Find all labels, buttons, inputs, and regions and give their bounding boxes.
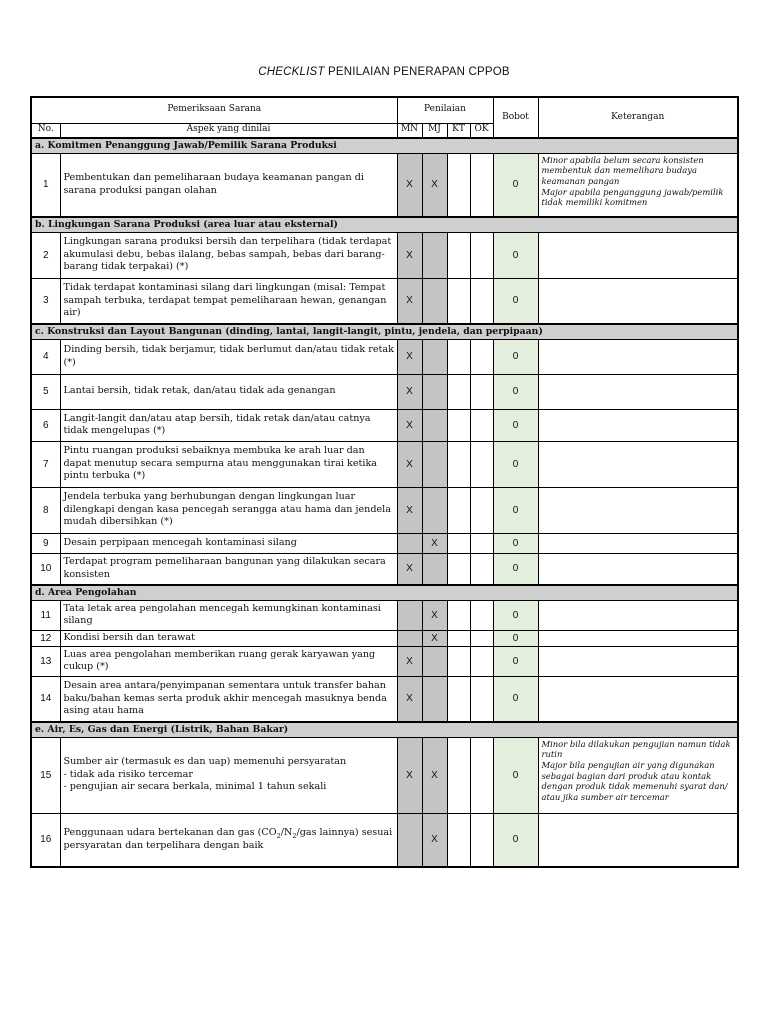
mark-mj (422, 409, 447, 441)
mark-ok (470, 533, 493, 553)
mark-kt (447, 533, 470, 553)
checklist-table (30, 96, 739, 868)
bobot-value: 0 (493, 813, 538, 867)
mark-mj: X (422, 533, 447, 553)
mark-kt (447, 153, 470, 217)
mark-mn (397, 630, 422, 646)
item-aspect (60, 600, 397, 630)
table-row (31, 600, 738, 630)
table-row (31, 533, 738, 553)
item-aspect-line: - tidak ada risiko tercemar (63, 768, 193, 780)
header-bobot: Bobot (493, 97, 538, 138)
section-row (31, 217, 738, 232)
header-mj: MJ (422, 123, 447, 138)
keterangan-cell (538, 813, 738, 867)
item-aspect (60, 630, 397, 646)
bobot-value: 0 (493, 232, 538, 278)
subscript: 2 (276, 831, 281, 840)
mark-kt (447, 646, 470, 676)
item-aspect-text: Desain perpipaan mencegah kontaminasi silang (63, 536, 297, 548)
item-number: 6 (31, 409, 60, 441)
mark-kt (447, 737, 470, 813)
table-row (31, 441, 738, 487)
mark-ok (470, 278, 493, 324)
mark-mj: X (422, 737, 447, 813)
page-title (0, 66, 768, 78)
mark-mn: X (397, 153, 422, 217)
mark-kt (447, 813, 470, 867)
keterangan-cell (538, 600, 738, 630)
item-aspect (60, 153, 397, 217)
title-rest: PENILAIAN PENERAPAN CPPOB (327, 66, 510, 78)
mark-mn: X (397, 278, 422, 324)
header-keterangan: Keterangan (538, 97, 738, 138)
item-aspect-text: Penggunaan udara bertekanan dan gas (CO (63, 826, 277, 838)
table-row (31, 487, 738, 533)
keterangan-note: Major apabila penganggung jawab/pemilik tidak memiliki komitmen (541, 186, 724, 208)
mark-kt (447, 600, 470, 630)
item-number: 1 (31, 153, 60, 217)
item-aspect-text: /gas lainnya) sesuai persyaratan dan terpelihara dengan baik (63, 826, 393, 852)
mark-kt (447, 232, 470, 278)
keterangan-cell (538, 232, 738, 278)
item-aspect (60, 278, 397, 324)
mark-ok (470, 232, 493, 278)
mark-kt (447, 409, 470, 441)
mark-mn: X (397, 339, 422, 374)
bobot-value: 0 (493, 646, 538, 676)
item-number: 12 (31, 630, 60, 646)
bobot-value: 0 (493, 737, 538, 813)
mark-ok (470, 409, 493, 441)
keterangan-cell (538, 553, 738, 585)
table-row (31, 153, 738, 217)
section-row (31, 138, 738, 153)
item-number: 4 (31, 339, 60, 374)
mark-kt (447, 374, 470, 409)
mark-ok (470, 676, 493, 722)
mark-kt (447, 441, 470, 487)
section-label: b. Lingkungan Sarana Produksi (area luar atau eksternal) (31, 217, 738, 232)
item-number: 3 (31, 278, 60, 324)
bobot-value: 0 (493, 153, 538, 217)
item-aspect-text: Tata letak area pengolahan mencegah kemungkinan kontaminasi silang (63, 602, 381, 626)
item-aspect (60, 676, 397, 722)
mark-mj: X (422, 630, 447, 646)
section-row (31, 585, 738, 600)
keterangan-cell (538, 487, 738, 533)
mark-kt (447, 630, 470, 646)
item-aspect (60, 487, 397, 533)
mark-mj (422, 339, 447, 374)
table-row (31, 813, 738, 867)
bobot-value: 0 (493, 533, 538, 553)
mark-mn: X (397, 487, 422, 533)
mark-mj: X (422, 813, 447, 867)
mark-mn: X (397, 374, 422, 409)
keterangan-cell (538, 339, 738, 374)
item-aspect (60, 533, 397, 553)
item-aspect-text: Luas area pengolahan memberikan ruang gerak karyawan yang cukup (*) (63, 648, 376, 672)
mark-kt (447, 487, 470, 533)
item-aspect (60, 813, 397, 867)
bobot-value: 0 (493, 278, 538, 324)
item-aspect-text: Pintu ruangan produksi sebaiknya membuka ke arah luar dan dapat menutup secara sempurna atau menggunakan tirai ketika pintu terbuka (*) (63, 445, 377, 482)
item-number: 16 (31, 813, 60, 867)
mark-mn: X (397, 553, 422, 585)
mark-mn (397, 813, 422, 867)
table-row (31, 676, 738, 722)
mark-mj (422, 646, 447, 676)
section-label: d. Area Pengolahan (31, 585, 738, 600)
table-row (31, 374, 738, 409)
item-aspect-line: Sumber air (termasuk es dan uap) memenuhi persyaratan (63, 756, 347, 768)
bobot-value: 0 (493, 600, 538, 630)
mark-mn (397, 600, 422, 630)
mark-ok (470, 630, 493, 646)
mark-mn: X (397, 232, 422, 278)
keterangan-cell (538, 374, 738, 409)
mark-mn: X (397, 646, 422, 676)
item-aspect (60, 232, 397, 278)
table-row (31, 339, 738, 374)
item-aspect-text: Desain area antara/penyimpanan sementara untuk transfer bahan baku/bahan kemas serta produk akhir mencegah masuknya benda asing atau hama (63, 680, 387, 716)
subscript: 2 (292, 831, 297, 840)
item-aspect-text: Kondisi bersih dan terawat (63, 631, 195, 643)
mark-ok (470, 441, 493, 487)
keterangan-cell (538, 441, 738, 487)
title-italic: CHECKLIST (258, 66, 325, 78)
bobot-value: 0 (493, 339, 538, 374)
keterangan-cell (538, 737, 738, 813)
mark-kt (447, 676, 470, 722)
item-aspect-text: Tidak terdapat kontaminasi silang dari lingkungan (misal: Tempat sampah terbuka, terdapat tempat pemeliharaan hewan, genangan air) (63, 282, 387, 318)
mark-mj (422, 441, 447, 487)
mark-mn: X (397, 737, 422, 813)
item-aspect-text: Pembentukan dan pemeliharaan budaya keamanan pangan di sarana produksi pangan olahan (63, 172, 364, 196)
item-number: 13 (31, 646, 60, 676)
item-aspect (60, 737, 397, 813)
table-row (31, 232, 738, 278)
item-aspect-text: /N (280, 826, 293, 838)
item-number: 14 (31, 676, 60, 722)
bobot-value: 0 (493, 487, 538, 533)
keterangan-cell (538, 153, 738, 217)
mark-ok (470, 487, 493, 533)
keterangan-cell (538, 630, 738, 646)
section-label: a. Komitmen Penanggung Jawab/Pemilik Sarana Produksi (31, 138, 738, 153)
section-label: e. Air, Es, Gas dan Energi (Listrik, Bahan Bakar) (31, 722, 738, 737)
keterangan-cell (538, 646, 738, 676)
header-kt: KT (447, 123, 470, 138)
item-aspect (60, 409, 397, 441)
header-pemeriksaan: Pemeriksaan Sarana (31, 97, 397, 123)
keterangan-note: Major bila pengujian air yang digunakan sebagai bagian dari produk atau kontak dengan produk tidak memenuhi syarat dan/ atau jika sumber air tercemar (541, 759, 728, 802)
bobot-value: 0 (493, 630, 538, 646)
item-aspect (60, 553, 397, 585)
item-aspect-line: - pengujian air secara berkala, minimal 1 tahun sekali (63, 781, 327, 793)
keterangan-note: Minor bila dilakukan pengujian namun tidak rutin (541, 738, 731, 760)
item-number: 11 (31, 600, 60, 630)
keterangan-cell (538, 533, 738, 553)
table-row (31, 409, 738, 441)
mark-kt (447, 278, 470, 324)
item-aspect-text: Langit-langit dan/atau atap bersih, tidak retak dan/atau catnya tidak mengelupas (*) (63, 412, 371, 436)
mark-mj (422, 676, 447, 722)
keterangan-cell (538, 409, 738, 441)
item-number: 15 (31, 737, 60, 813)
mark-ok (470, 646, 493, 676)
item-aspect-text: Lingkungan sarana produksi bersih dan terpelihara (tidak terdapat akumulasi debu, bebas ilalang, bebas sampah, bebas dari barang-barang tidak terpakai) (*) (63, 236, 392, 273)
header-mn: MN (397, 123, 422, 138)
header-penilaian: Penilaian (397, 97, 493, 123)
header-no: No. (31, 123, 60, 138)
mark-ok (470, 600, 493, 630)
mark-mn: X (397, 409, 422, 441)
mark-mj (422, 553, 447, 585)
item-number: 8 (31, 487, 60, 533)
mark-mj: X (422, 153, 447, 217)
mark-mn (397, 533, 422, 553)
item-aspect-text: Jendela terbuka yang berhubungan dengan lingkungan luar dilengkapi dengan kasa pencegah serangga atau hama dan jendela mudah dibersihkan (*) (63, 491, 391, 528)
header-ok: OK (470, 123, 493, 138)
bobot-value: 0 (493, 409, 538, 441)
section-row (31, 324, 738, 339)
item-aspect (60, 441, 397, 487)
item-number: 10 (31, 553, 60, 585)
table-row (31, 553, 738, 585)
mark-mj (422, 374, 447, 409)
mark-mn: X (397, 676, 422, 722)
keterangan-note: Minor apabila belum secara konsisten membentuk dan memelihara budaya keamanan pangan (541, 154, 704, 186)
header-aspek: Aspek yang dinilai (60, 123, 397, 138)
item-aspect (60, 646, 397, 676)
table-row (31, 630, 738, 646)
bobot-value: 0 (493, 374, 538, 409)
item-aspect-text: Terdapat program pemeliharaan bangunan yang dilakukan secara konsisten (63, 556, 386, 580)
bobot-value: 0 (493, 553, 538, 585)
mark-mj (422, 487, 447, 533)
item-aspect-text: Lantai bersih, tidak retak, dan/atau tidak ada genangan (63, 385, 336, 397)
mark-ok (470, 737, 493, 813)
item-aspect (60, 339, 397, 374)
item-number: 7 (31, 441, 60, 487)
mark-kt (447, 339, 470, 374)
bobot-value: 0 (493, 676, 538, 722)
item-aspect-text: Dinding bersih, tidak berjamur, tidak berlumut dan/atau tidak retak (*) (63, 344, 394, 368)
keterangan-cell (538, 676, 738, 722)
table-row (31, 737, 738, 813)
table-row (31, 646, 738, 676)
mark-ok (470, 374, 493, 409)
mark-mj (422, 232, 447, 278)
item-number: 9 (31, 533, 60, 553)
mark-ok (470, 813, 493, 867)
mark-ok (470, 553, 493, 585)
mark-ok (470, 153, 493, 217)
item-number: 2 (31, 232, 60, 278)
keterangan-cell (538, 278, 738, 324)
bobot-value: 0 (493, 441, 538, 487)
table-row (31, 278, 738, 324)
mark-ok (470, 339, 493, 374)
mark-mn: X (397, 441, 422, 487)
mark-mj: X (422, 600, 447, 630)
mark-kt (447, 553, 470, 585)
item-number: 5 (31, 374, 60, 409)
mark-mj (422, 278, 447, 324)
item-aspect (60, 374, 397, 409)
section-row (31, 722, 738, 737)
section-label: c. Konstruksi dan Layout Bangunan (dinding, lantai, langit-langit, pintu, jendela, dan perpipaan) (31, 324, 738, 339)
